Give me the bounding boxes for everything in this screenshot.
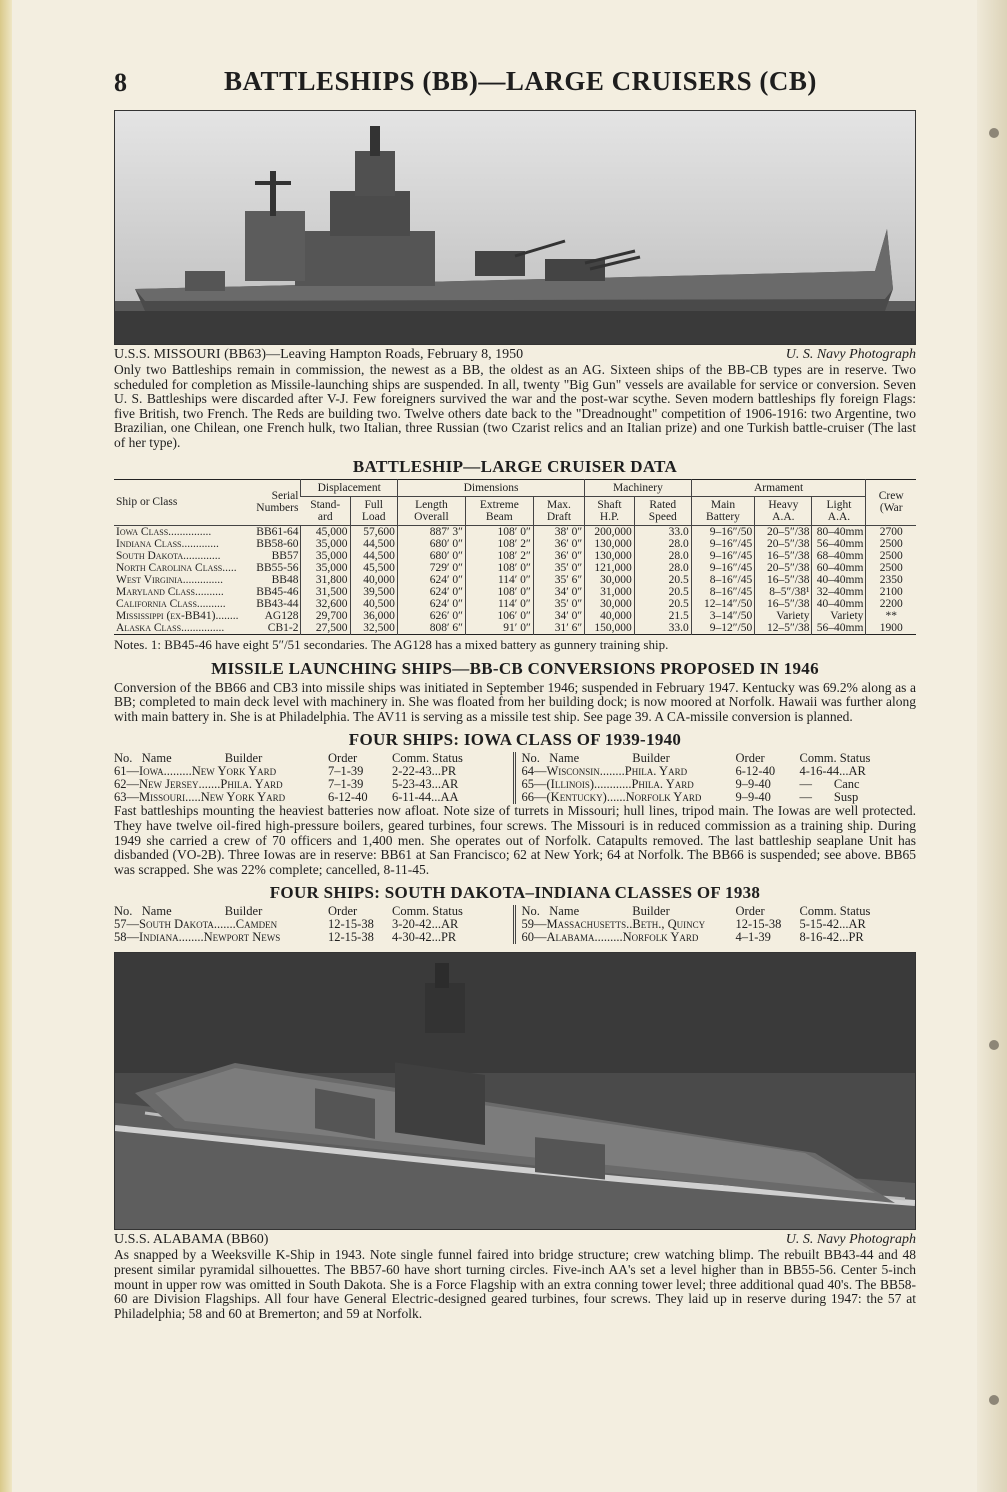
list-cell: 57—South Dakota.......Camden (114, 917, 278, 932)
col-shaft: Shaft H.P. (585, 496, 635, 525)
table-cell: 2350 (866, 574, 916, 586)
table-cell: BB55-56 (256, 561, 299, 574)
table-cell: 40,000 (350, 574, 397, 586)
col-full: Full Load (350, 496, 397, 525)
table-cell: 16–5″/38 (755, 550, 812, 562)
page-edge-right (977, 0, 1007, 1492)
table-cell: 45,500 (350, 562, 397, 574)
col-crew: Crew (War (866, 479, 916, 525)
table-cell: 35′ 0″ (533, 598, 584, 610)
table-cell: 108′ 0″ (465, 586, 533, 598)
table-cell: 3–14″/50 (691, 610, 755, 622)
table-cell: 39,500 (350, 586, 397, 598)
col-main: Main Battery (691, 496, 755, 525)
table-cell: 34′ 0″ (533, 586, 584, 598)
table-cell: 45,000 (301, 525, 350, 538)
sodak-list-right (513, 905, 917, 944)
list-header-order: Order (328, 751, 358, 766)
col-beam: Extreme Beam (465, 496, 533, 525)
table-cell: 114′ 0″ (465, 598, 533, 610)
group-machinery: Machinery (585, 479, 692, 496)
table-cell: 8–16″/45 (691, 574, 755, 586)
table-cell: 40–40mm (812, 574, 866, 586)
table-cell: 9–16″/45 (691, 562, 755, 574)
list-cell: — Canc (799, 777, 860, 792)
table-row (114, 550, 916, 562)
table-cell: 28.0 (634, 562, 691, 574)
list-header-comm: Comm. Status (799, 904, 871, 919)
table-row (114, 598, 916, 610)
list-cell: 6-12-40 (735, 764, 776, 779)
list-header-name: No. Name Builder (114, 904, 263, 919)
table-cell: BB43-44 (256, 597, 299, 610)
page-title: BATTLESHIPS (BB)—LARGE CRUISERS (CB) (224, 66, 817, 96)
list-cell: 9–9-40 (735, 777, 771, 792)
table-cell: CB1-2 (267, 621, 299, 634)
list-cell: 66—(Kentucky)......Norfolk Yard (521, 790, 702, 805)
list-header-comm: Comm. Status (392, 904, 463, 919)
col-speed: Rated Speed (634, 496, 691, 525)
list-cell: 62—New Jersey.......Phila. Yard (114, 777, 283, 792)
table-cell: 200,000 (585, 525, 635, 538)
table-cell: 2500 (866, 562, 916, 574)
table-cell: 91′ 0″ (465, 622, 533, 635)
table-cell: Iowa Class............... (116, 525, 212, 538)
missouri-caption-row (114, 347, 916, 363)
table-cell: 56–40mm (812, 622, 866, 635)
table-cell: 20.5 (634, 598, 691, 610)
table-row (114, 586, 916, 598)
table-cell: 20–5″/38 (755, 562, 812, 574)
table-cell: Maryland Class.......... (116, 585, 224, 598)
table-cell: 27,500 (301, 622, 350, 635)
table-cell: 30,000 (585, 598, 635, 610)
list-header-order: Order (735, 904, 765, 919)
table-cell: 31′ 6″ (533, 622, 584, 635)
list-cell: 63—Missouri.....New York Yard (114, 790, 286, 805)
list-cell: — Susp (799, 790, 859, 805)
table-notes: Notes. 1: BB45-46 have eight 5″/51 secondaries. The AG128 has a mixed battery as gunnery training ship. (114, 636, 669, 652)
list-cell: 12-15-38 (328, 917, 374, 932)
table-cell: 35′ 6″ (533, 574, 584, 586)
alabama-caption-row (114, 1232, 916, 1248)
iowa-paragraph: Fast battleships mounting the heaviest batteries now afloat. Note size of turrets in Missouri; hull lines, tripod main. The Iowas are well protected. They have twelve oil-fired high-pressure boilers, geared turbines, four screws. The Missouri is in reduced commission as a training ship. During 1949 she carried a crew of 70 officers and 1,400 men. She operates out of Norfolk. Catapults removed. The last battleship seaplane Unit has disbanded (VO-2B). Three Iowas are in reserve: BB61 at San Francisco; 62 at New York; 64 at Norfolk. The BB66 is suspended; see above. BB65 was scrapped. She was 22% complete; cancelled, 8-11-45. (114, 803, 916, 877)
list-cell: 7–1-39 (328, 764, 364, 779)
list-cell: 64—Wisconsin........Phila. Yard (521, 764, 688, 779)
iowa-list-right (513, 752, 917, 804)
table-cell: 32,500 (350, 622, 397, 635)
list-cell: 61—Iowa.........New York Yard (114, 764, 277, 779)
table-cell: 28.0 (634, 550, 691, 562)
list-header-order: Order (328, 904, 358, 919)
col-heavy: Heavy A.A. (755, 496, 812, 525)
table-cell: 108′ 2″ (465, 538, 533, 550)
table-cell: 30,000 (585, 574, 635, 586)
table-cell: 29,700 (301, 610, 350, 622)
table-cell: 2700 (866, 525, 916, 538)
list-cell: 8-16-42...PR (799, 930, 864, 945)
table-row (114, 610, 916, 622)
table-cell: 114′ 0″ (465, 574, 533, 586)
table-row (114, 562, 916, 574)
list-cell: 5-23-43...AR (392, 777, 459, 792)
col-light: Light A.A. (812, 496, 866, 525)
alabama-ship-illustration (115, 953, 915, 1229)
table-cell: 2200 (866, 598, 916, 610)
table-cell: 624′ 0″ (397, 574, 465, 586)
table-cell: 108′ 0″ (465, 525, 533, 538)
list-header-order: Order (735, 751, 765, 766)
table-cell: BB48 (271, 573, 299, 586)
list-cell: 7–1-39 (328, 777, 364, 792)
table-cell: 40,500 (350, 598, 397, 610)
table-cell: 887′ 3″ (397, 525, 465, 538)
list-cell: 5-15-42...AR (799, 917, 866, 932)
iowa-section-title: FOUR SHIPS: IOWA CLASS OF 1939-1940 (348, 730, 682, 750)
list-cell: 4-16-44...AR (799, 764, 866, 779)
table-cell: 20–5″/38 (755, 538, 812, 550)
table-cell: BB45-46 (256, 585, 299, 598)
sodak-ship-list (114, 905, 916, 944)
missile-paragraph: Conversion of the BB66 and CB3 into missile ships was initiated in September 1946; suspended in February 1947. Kentucky was 69.2% along as a BB; completed to main deck level with machinery in. She was floated from her building dock; is now moored at Norfolk. Hawaii was further along with main battery in. She is at Philadelphia. The AV11 is serving as a missile test ship. See page 39. A CA-missile conversion is planned. (114, 679, 916, 724)
table-cell: 2500 (866, 550, 916, 562)
data-table-title: BATTLESHIP—LARGE CRUISER DATA (352, 456, 678, 476)
table-cell: BB57 (271, 549, 299, 562)
table-cell: 36,000 (350, 610, 397, 622)
table-cell: 36′ 0″ (533, 538, 584, 550)
sodak-list-left (114, 905, 509, 944)
sodak-section-title: FOUR SHIPS: SOUTH DAKOTA–INDIANA CLASSES OF 1938 (269, 883, 761, 903)
page-header (114, 58, 916, 110)
list-header-comm: Comm. Status (799, 751, 871, 766)
table-cell: 12–14″/50 (691, 598, 755, 610)
table-cell: 12–5″/38 (755, 622, 812, 635)
table-cell: 130,000 (585, 538, 635, 550)
table-cell: 40,000 (585, 610, 635, 622)
col-serial: Serial Numbers (240, 479, 301, 525)
table-cell: 9–16″/50 (691, 525, 755, 538)
table-cell: 680′ 0″ (397, 538, 465, 550)
table-cell: 32–40mm (812, 586, 866, 598)
table-row (114, 538, 916, 550)
table-row (114, 622, 916, 635)
list-header-name: No. Name Builder (114, 751, 263, 766)
page-number: 8 (114, 68, 127, 97)
table-cell: 20.5 (634, 586, 691, 598)
table-cell: Alaska Class............... (116, 621, 225, 634)
list-header-name: No. Name Builder (521, 904, 670, 919)
table-cell: BB61-64 (256, 525, 299, 538)
list-cell: 6-11-44...AA (392, 790, 459, 805)
table-cell: 68–40mm (812, 550, 866, 562)
table-cell: 729′ 0″ (397, 562, 465, 574)
table-cell: 31,800 (301, 574, 350, 586)
table-cell: AG128 (264, 609, 299, 622)
table-cell: 130,000 (585, 550, 635, 562)
col-ship: Ship or Class (114, 479, 240, 525)
data-table-body (114, 525, 916, 634)
table-cell: 108′ 0″ (465, 562, 533, 574)
table-cell: 38′ 0″ (533, 525, 584, 538)
table-cell: 16–5″/38 (755, 574, 812, 586)
table-cell: 108′ 2″ (465, 550, 533, 562)
table-cell: 60–40mm (812, 562, 866, 574)
missile-section-title: MISSILE LAUNCHING SHIPS—BB-CB CONVERSIONS PROPOSED IN 1946 (211, 658, 819, 678)
list-header-comm: Comm. Status (392, 751, 463, 766)
table-cell: 624′ 0″ (397, 598, 465, 610)
table-cell: 44,500 (350, 550, 397, 562)
table-cell: 40–40mm (812, 598, 866, 610)
table-cell: 33.0 (634, 622, 691, 635)
missouri-caption: U.S.S. MISSOURI (BB63)—Leaving Hampton Roads, February 8, 1950 (114, 347, 524, 362)
list-cell: 12-15-38 (735, 917, 782, 932)
list-cell: 2-22-43...PR (392, 764, 457, 779)
table-cell: 35,000 (301, 538, 350, 550)
table-cell: 33.0 (634, 525, 691, 538)
list-cell: 58—Indiana........Newport News (114, 930, 281, 945)
table-cell: 808′ 6″ (397, 622, 465, 635)
list-cell: 9–9-40 (735, 790, 771, 805)
table-cell: 34′ 0″ (533, 610, 584, 622)
table-cell: 624′ 0″ (397, 586, 465, 598)
table-row (114, 574, 916, 586)
missouri-photo-credit: U. S. Navy Photograph (785, 347, 916, 362)
table-cell: North Carolina Class..... (116, 561, 237, 574)
list-cell: 65—(Illinois)............Phila. Yard (521, 777, 694, 792)
table-cell: 16–5″/38 (755, 598, 812, 610)
table-cell: 20.5 (634, 574, 691, 586)
table-cell: 680′ 0″ (397, 550, 465, 562)
list-cell: 3-20-42...AR (392, 917, 459, 932)
list-cell: 4-30-42...PR (392, 930, 457, 945)
list-cell: 12-15-38 (328, 930, 374, 945)
table-cell: 150,000 (585, 622, 635, 635)
intro-paragraph: Only two Battleships remain in commission, the newest as a BB, the oldest as an AG. Sixteen ships of the BB-CB types are in reserve. Two scheduled for completion as Missile-launching ships are suspended. In all, twenty "Big Gun" vessels are available for service or conversion. Seven U. S. Battleships were discarded after V-J. Few foreigners survived the war and the post-war scythe. Seven modern battleships fly foreign Flags: five British, two French. The Reds are building two. Twelve others date back to the "Dreadnought" competition of 1906-1916: two Argentine, two Brazilian, one Chilean, one French hulk, two Italian, three Russian (two Czarist relics and an Italian prize) and one Turkish battle-cruiser (The last of her type). (114, 362, 916, 450)
table-cell: ** (866, 610, 916, 622)
binding-hole (989, 1395, 999, 1405)
table-cell: 35,000 (301, 562, 350, 574)
list-cell: 60—Alabama.........Norfolk Yard (521, 930, 699, 945)
table-cell: 35,000 (301, 550, 350, 562)
iowa-list-left (114, 752, 509, 804)
binding-hole (989, 1040, 999, 1050)
table-cell: 57,600 (350, 525, 397, 538)
list-header-name: No. Name Builder (521, 751, 670, 766)
table-cell: Variety (812, 610, 866, 622)
table-cell: 2500 (866, 538, 916, 550)
group-displacement: Displacement (301, 479, 397, 496)
table-cell: 9–12″/50 (691, 622, 755, 635)
table-cell: 21.5 (634, 610, 691, 622)
list-item (522, 931, 917, 944)
table-cell: BB58-60 (256, 537, 299, 550)
table-cell: 80–40mm (812, 525, 866, 538)
table-cell: Variety (755, 610, 812, 622)
iowa-ship-list (114, 752, 916, 804)
alabama-caption: U.S.S. ALABAMA (BB60) (114, 1232, 269, 1248)
missouri-photo (114, 110, 916, 345)
page-content (114, 58, 916, 1321)
table-cell: 44,500 (350, 538, 397, 550)
table-cell: 9–16″/45 (691, 550, 755, 562)
list-cell: 59—Massachusetts..Beth., Quincy (521, 917, 706, 932)
col-standard: Stand- ard (301, 496, 350, 525)
table-cell: California Class.......... (116, 597, 226, 610)
table-cell: Indiana Class............. (116, 537, 219, 550)
table-cell: West Virginia.............. (116, 573, 223, 586)
list-cell: 4–1-39 (735, 930, 771, 945)
page-edge-left (0, 0, 12, 1492)
col-length: Length Overall (397, 496, 465, 525)
table-cell: 626′ 0″ (397, 610, 465, 622)
col-draft: Max. Draft (533, 496, 584, 525)
table-cell: 32,600 (301, 598, 350, 610)
group-armament: Armament (691, 479, 866, 496)
missouri-ship-illustration (115, 111, 915, 344)
battleship-data-table (114, 479, 916, 635)
table-cell: 35′ 0″ (533, 562, 584, 574)
table-cell: 121,000 (585, 562, 635, 574)
list-item (114, 931, 509, 944)
table-cell: 31,000 (585, 586, 635, 598)
table-cell: 1900 (866, 622, 916, 635)
table-cell: 20–5″/38 (755, 525, 812, 538)
table-cell: 106′ 0″ (465, 610, 533, 622)
table-cell: 8–5″/38¹ (755, 586, 812, 598)
table-cell: 9–16″/45 (691, 538, 755, 550)
table-cell: Mississippi (ex-BB41)........ (116, 609, 239, 622)
alabama-photo-credit: U. S. Navy Photograph (785, 1232, 916, 1248)
table-cell: 2100 (866, 586, 916, 598)
table-row (114, 525, 916, 538)
table-cell: 31,500 (301, 586, 350, 598)
table-cell: 28.0 (634, 538, 691, 550)
table-cell: 56–40mm (812, 538, 866, 550)
table-cell: South Dakota............. (116, 549, 221, 562)
binding-hole (989, 128, 999, 138)
table-cell: 8–16″/45 (691, 586, 755, 598)
list-cell: 6-12-40 (328, 790, 368, 805)
alabama-photo (114, 952, 916, 1230)
alabama-paragraph: As snapped by a Weeksville K-Ship in 1943. Note single funnel faired into bridge structure; crew watching blimp. The rebuilt BB43-44 and 48 present similar pyramidal silhouettes. The BB57-60 have short turning circles. Five-inch AA's set a level higher than in BB55-56. Center 5-inch mount in upper row was omitted in South Dakota. She is a Force Flagship with an extra conning tower level; three additional quad 40's. The BB58-60 are Division Flagships. All four have General Electric-designed geared turbines, four screws. They laid up in reserve during 1947: the 57 at Philadelphia; 58 and 60 at Bremerton; and 59 at Norfolk. (114, 1247, 916, 1321)
table-cell: 36′ 0″ (533, 550, 584, 562)
group-dimensions: Dimensions (397, 479, 584, 496)
